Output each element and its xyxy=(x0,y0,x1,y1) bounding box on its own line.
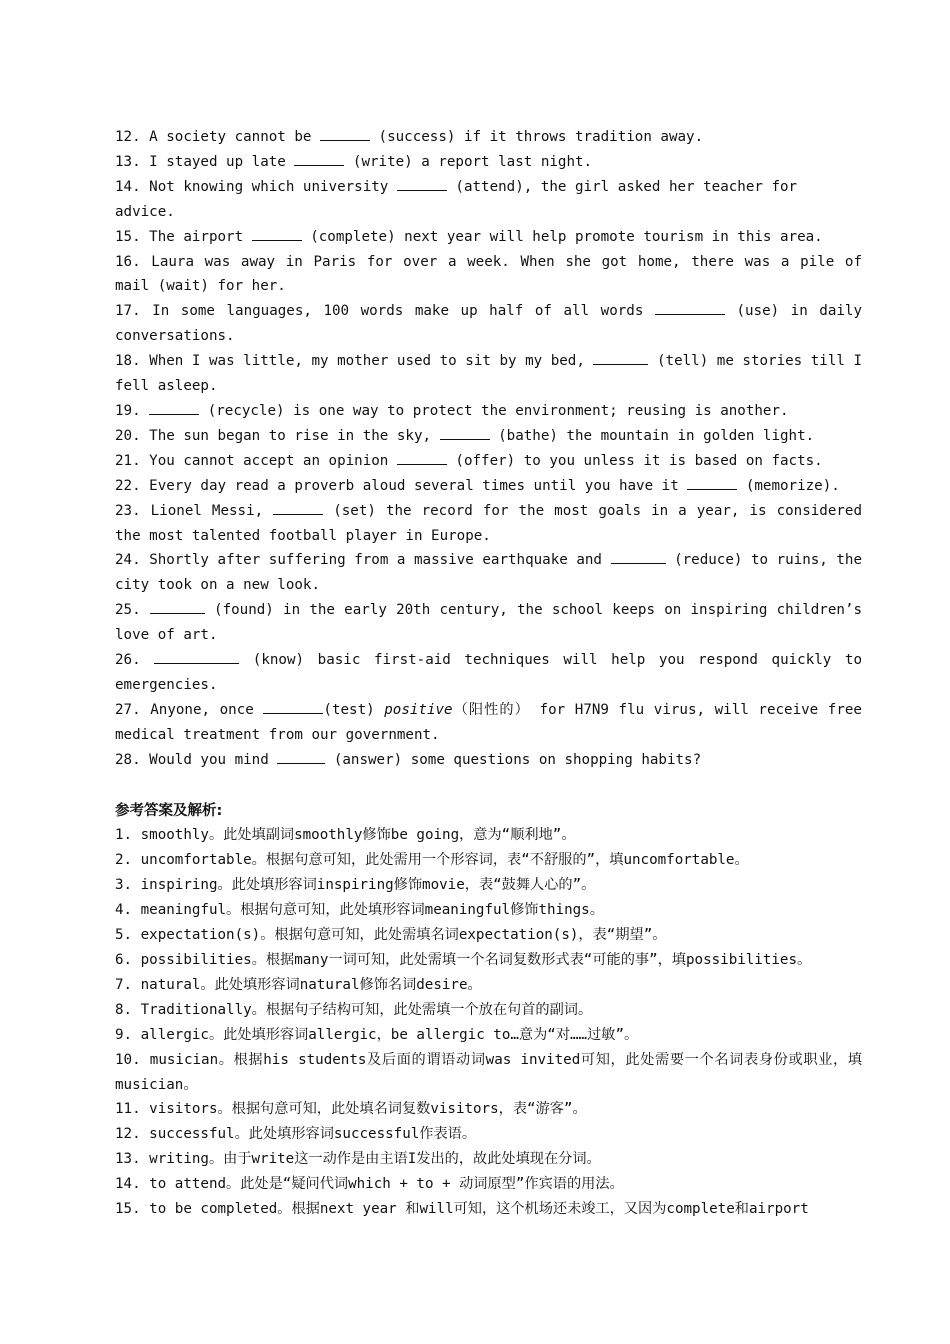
question-22: 22. Every day read a proverb aloud several times until you have it (memorize). xyxy=(115,474,862,499)
question-14: 14. Not knowing which university (attend), the girl asked her teacher for advice. xyxy=(115,175,862,225)
question-28: 28. Would you mind (answer) some questions on shopping habits? xyxy=(115,748,862,773)
answer-7: 7. natural。此处填形容词natural修饰名词desire。 xyxy=(115,976,482,993)
answer-9: 9. allergic。此处填形容词allergic，be allergic to…意为“对……过敏”。 xyxy=(115,1026,639,1043)
answer-blank[interactable] xyxy=(154,649,239,664)
answer-6: 6. possibilities。根据many一词可知，此处需填一个名词复数形式表“可能的事”，填possibilities。 xyxy=(115,952,812,968)
answer-blank[interactable] xyxy=(611,549,666,564)
question-20: 20. The sun began to rise in the sky, (bathe) the mountain in golden light. xyxy=(115,424,862,449)
answer-4: 4. meaningful。根据句意可知，此处填形容词meaningful修饰things。 xyxy=(115,902,604,919)
answer-blank[interactable] xyxy=(397,450,447,465)
question-16: 16. Laura was away in Paris for over a week. When she got home, there was a pile of mail (wait) for her. xyxy=(115,253,862,295)
answer-14: 14. to attend。此处是“疑问代词which + to + 动词原型”作宾语的用法。 xyxy=(115,1176,624,1193)
answer-blank[interactable] xyxy=(397,176,447,191)
answers-heading: 参考答案及解析: xyxy=(115,802,223,819)
answer-8: 8. Traditionally。根据句子结构可知，此处需填一个放在句首的副词。 xyxy=(115,1001,593,1018)
answer-15: 15. to be completed。根据next year 和will可知，这个机场还未竣工，又因为complete和airport xyxy=(115,1201,809,1218)
question-19: 19. (recycle) is one way to protect the environment; reusing is another. xyxy=(115,399,862,424)
answer-blank[interactable] xyxy=(655,300,725,315)
answer-10: 10. musician。根据his students及后面的谓语动词was invited可知，此处需要一个名词表身份或职业，填musician。 xyxy=(115,1051,862,1093)
answer-blank[interactable] xyxy=(150,599,205,614)
answer-13: 13. writing。由于write这一动作是由主语I发出的，故此处填现在分词。 xyxy=(115,1151,601,1168)
question-15: 15. The airport (complete) next year will help promote tourism in this area. xyxy=(115,225,862,250)
question-26: 26. (know) basic first-aid techniques will help you respond quickly to emergencies. xyxy=(115,648,862,698)
question-18: 18. When I was little, my mother used to sit by my bed, (tell) me stories till I fell asleep. xyxy=(115,349,862,399)
answer-blank[interactable] xyxy=(252,226,302,241)
question-17: 17. In some languages, 100 words make up half of all words (use) in daily conversations. xyxy=(115,299,862,349)
answer-blank[interactable] xyxy=(294,151,344,166)
answer-blank[interactable] xyxy=(687,475,737,490)
question-13: 13. I stayed up late (write) a report last night. xyxy=(115,150,862,175)
answer-11: 11. visitors。根据句意可知，此处填名词复数visitors，表“游客”。 xyxy=(115,1101,587,1118)
answer-blank[interactable] xyxy=(440,425,490,440)
answer-2: 2. uncomfortable。根据句意可知，此处需用一个形容词，表“不舒服的”，填uncomfortable。 xyxy=(115,852,749,869)
question-21: 21. You cannot accept an opinion (offer) to you unless it is based on facts. xyxy=(115,449,862,474)
answer-blank[interactable] xyxy=(277,749,325,764)
answer-blank[interactable] xyxy=(263,699,323,714)
answer-blank[interactable] xyxy=(149,400,199,415)
question-23: 23. Lionel Messi, (set) the record for the most goals in a year, is considered the most talented football player in Europe. xyxy=(115,499,862,549)
answer-blank[interactable] xyxy=(593,350,648,365)
question-27: 27. Anyone, once (test) positive（阳性的） for H7N9 flu virus, will receive free medical treatment from our government. xyxy=(115,698,862,748)
question-24: 24. Shortly after suffering from a massive earthquake and (reduce) to ruins, the city took on a new look. xyxy=(115,548,862,598)
answer-5: 5. expectation(s)。根据句意可知，此处需填名词expectation(s)，表“期望”。 xyxy=(115,927,667,944)
question-12: 12. A society cannot be (success) if it throws tradition away. xyxy=(115,125,862,150)
question-25: 25. (found) in the early 20th century, the school keeps on inspiring children’s love of art. xyxy=(115,598,862,648)
answer-3: 3. inspiring。此处填形容词inspiring修饰movie，表“鼓舞人心的”。 xyxy=(115,877,596,894)
worksheet-page xyxy=(115,125,862,1222)
answer-12: 12. successful。此处填形容词successful作表语。 xyxy=(115,1126,477,1143)
answer-blank[interactable] xyxy=(273,500,323,515)
answer-1: 1. smoothly。此处填副词smoothly修饰be going，意为“顺利地”。 xyxy=(115,827,576,844)
answer-blank[interactable] xyxy=(320,126,370,141)
